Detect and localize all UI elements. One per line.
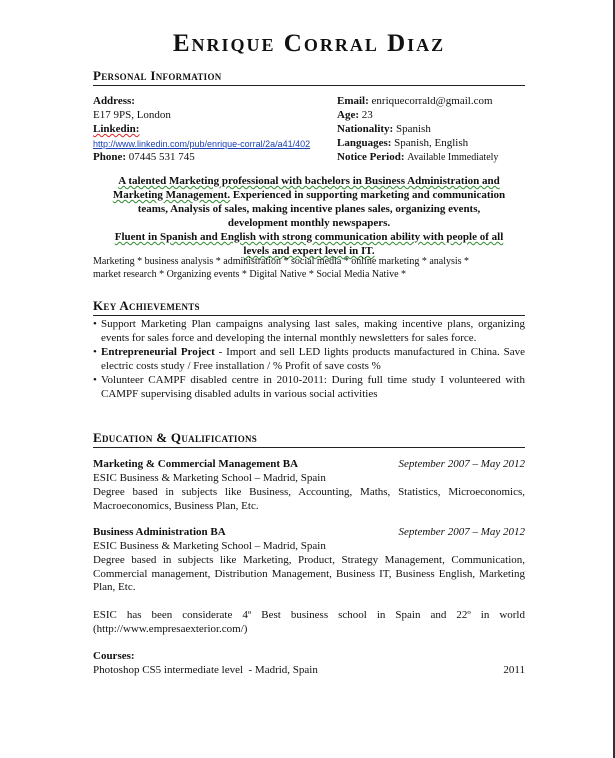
achievement-item	[93, 318, 525, 345]
courses-label: Courses:	[93, 650, 135, 662]
edu-desc: Degree based in subjects like Business, Accounting, Maths, Statistics, Microeconomics, Macroeconomics, Business Plan, Etc.	[93, 486, 525, 512]
nationality-row	[337, 123, 431, 136]
summary-line-5: Fluent in Spanish and English with strong communication ability with people of all	[114, 231, 504, 243]
phone-value: 07445 531 745	[128, 151, 195, 163]
phone-row	[93, 151, 195, 164]
nationality-label: Nationality:	[337, 123, 394, 135]
school-ranking-note: ESIC has been considerate 4º Best business school in Spain and 22º in world (http://www.empresaexterior.com/)	[93, 609, 525, 635]
email-row	[337, 95, 493, 108]
languages-row	[337, 137, 468, 150]
course-year: 2011	[503, 664, 525, 676]
achievements-list	[93, 318, 525, 402]
skills-line-2: market research * Organizing events * Digital Native * Social Media Native *	[93, 268, 407, 280]
age-value: 23	[361, 109, 373, 121]
edu-title: Business Administration BA	[93, 526, 226, 538]
resume-name: Enrique Corral Diaz	[172, 30, 446, 57]
languages-label: Languages:	[337, 137, 392, 149]
course-row	[93, 664, 525, 677]
address-label: Address:	[93, 95, 135, 107]
skills-line-1: Marketing * business analysis * administration * social media * online marketing * analysis *	[93, 256, 470, 267]
nationality-value: Spanish	[395, 123, 431, 135]
achievement-item	[93, 374, 525, 401]
edu-entry-2-header	[93, 526, 525, 539]
achievement-text: Support Marketing Plan campaigns analysing last sales, making incentive plans, organizing events for sales force and developing the internal monthly newsletters for sales force.	[101, 318, 525, 344]
course-name: Photoshop CS5 intermediate level - Madrid, Spain	[93, 664, 318, 676]
notice-value: Available Immediately	[407, 152, 499, 163]
phone-label: Phone:	[93, 151, 126, 163]
summary-line-6: levels and expert level in IT.	[243, 245, 375, 257]
summary-line-2b: Experienced in supporting marketing and communication	[230, 189, 506, 201]
summary-block	[93, 174, 525, 258]
edu-school: ESIC Business & Marketing School – Madrid, Spain	[93, 472, 326, 484]
email-value[interactable]: enriquecorrald@gmail.com	[371, 95, 493, 107]
summary-line-2a: Marketing Management.	[112, 189, 231, 201]
edu-desc: Degree based in subjects like Marketing, Product, Strategy Management, Communication, Commercial management, Distribution Management, Business IT, Business English, Marketing Plan, Etc.	[93, 554, 525, 593]
summary-line-3: teams, Analysis of sales, making incentive planes sales, organizing events,	[137, 203, 481, 215]
edu-dates: September 2007 – May 2012	[398, 526, 525, 538]
summary-line-1: A talented Marketing professional with bachelors in Business Administration and	[118, 175, 500, 187]
achievements-heading: Key Achievements	[93, 298, 525, 316]
skills-block	[93, 256, 525, 281]
achievement-text: - Import and sell LED lights products manufactured in China. Save electric costs study / Free installation / % Profit of save costs %	[101, 346, 525, 372]
languages-value: Spanish, English	[394, 137, 469, 149]
achievement-bold: Entrepreneurial Project	[101, 346, 215, 358]
edu-school: ESIC Business & Marketing School – Madrid, Spain	[93, 540, 326, 552]
summary-line-2	[93, 188, 525, 202]
personal-info-heading: Personal Information	[93, 68, 525, 86]
email-label: Email:	[337, 95, 369, 107]
address-value: E17 9PS, London	[93, 109, 171, 121]
age-row	[337, 109, 373, 122]
edu-dates: September 2007 – May 2012	[398, 458, 525, 470]
age-label: Age:	[337, 109, 359, 121]
linkedin-link[interactable]: http://www.linkedin.com/pub/enrique-corral/2a/a41/402	[93, 139, 311, 149]
notice-label: Notice Period:	[337, 151, 405, 163]
achievement-text: Volunteer CAMPF disabled centre in 2010-2011: During full time study I volunteered with CAMPF supervising disabled adults in various social activities	[101, 374, 525, 400]
summary-line-4: development monthly newspapers.	[227, 217, 391, 229]
notice-row	[337, 151, 498, 164]
achievement-item	[93, 346, 525, 373]
linkedin-label: Linkedin:	[93, 123, 140, 135]
edu-entry-1-header	[93, 458, 525, 471]
edu-title: Marketing & Commercial Management BA	[93, 458, 299, 470]
education-heading: Education & Qualifications	[93, 430, 525, 448]
